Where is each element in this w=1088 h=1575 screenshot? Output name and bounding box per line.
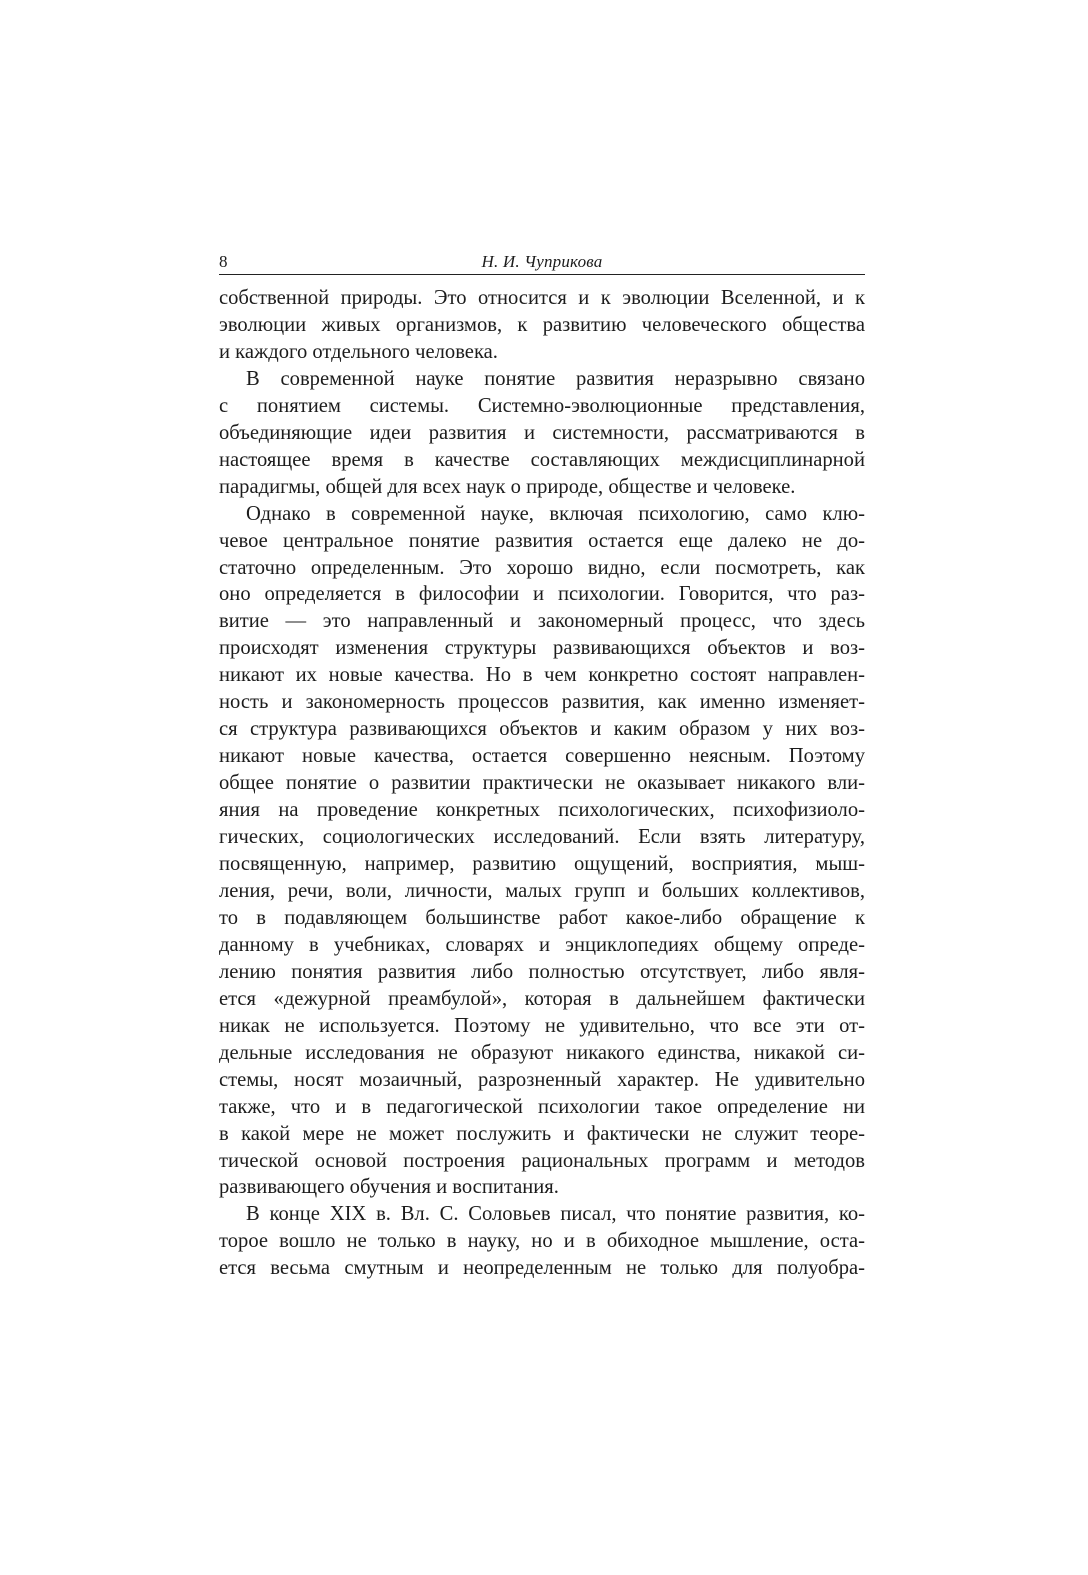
- text-line: объединяющие идеи развития и системности, рассматриваются в: [219, 421, 865, 444]
- text-line: оно определяется в философии и психологии. Говорится, что раз-: [219, 583, 865, 606]
- paragraph: [219, 501, 865, 1202]
- paragraph: [219, 366, 865, 501]
- text-line: В конце XIX в. Вл. С. Соловьев писал, что понятие развития, ко-: [246, 1203, 865, 1226]
- text-line: собственной природы. Это относится и к эволюции Вселенной, и к: [219, 287, 865, 309]
- text-line: никак не используется. Поэтому не удивительно, что все эти от-: [219, 1014, 865, 1037]
- text-line: то в подавляющем большинстве работ какое-либо обращение к: [219, 906, 865, 929]
- text-line: никают их новые качества. Но в чем конкретно состоят направлен-: [219, 664, 865, 687]
- text-line: общее понятие о развитии практически не оказывает никакого вли-: [219, 772, 865, 795]
- running-header: [219, 250, 865, 275]
- text-line: лению понятия развития либо полностью отсутствует, либо явля-: [219, 960, 865, 983]
- text-line: статочно определенным. Это хорошо видно, если посмотреть, как: [219, 556, 865, 579]
- book-page: [219, 250, 865, 1282]
- text-line: также, что и в педагогической психологии такое определение ни: [219, 1095, 865, 1118]
- text-line: стемы, носят мозаичный, разрозненный характер. Не удивительно: [219, 1068, 865, 1091]
- body-text: [219, 285, 865, 1282]
- text-line: происходят изменения структуры развивающихся объектов и воз-: [219, 637, 865, 660]
- running-title-author: Н. И. Чуприкова: [481, 252, 603, 271]
- text-line: и каждого отдельного человека.: [219, 340, 498, 363]
- paragraph: [219, 1201, 865, 1282]
- text-line: гических, социологических исследований. Если взять литературу,: [219, 826, 865, 849]
- page-number: 8: [219, 252, 228, 271]
- text-line: с понятием системы. Системно-эволюционные представления,: [219, 394, 865, 417]
- text-line: яния на проведение конкретных психологических, психофизиоло-: [219, 799, 865, 822]
- text-line: эволюции живых организмов, к развитию человеческого общества: [219, 313, 865, 336]
- text-line: В современной науке понятие развития неразрывно связано: [246, 367, 865, 390]
- text-line: развивающего обучения и воспитания.: [219, 1176, 559, 1199]
- text-line: ется «дежурной преамбулой», которая в дальнейшем фактически: [219, 987, 865, 1010]
- text-line: ность и закономерность процессов развития, как именно изменяет-: [219, 691, 865, 714]
- text-line: настоящее время в качестве составляющих междисциплинарной: [219, 448, 865, 471]
- text-line: посвященную, например, развитию ощущений, восприятия, мыш-: [219, 853, 865, 876]
- text-line: чевое центральное понятие развития остается еще далеко не до-: [219, 529, 865, 552]
- text-line: Однако в современной науке, включая психологию, само клю-: [246, 502, 865, 525]
- text-line: тической основой построения рациональных программ и методов: [219, 1149, 865, 1172]
- text-line: парадигмы, общей для всех наук о природе, обществе и человеке.: [219, 475, 796, 498]
- text-line: ся структура развивающихся объектов и каким образом у них воз-: [219, 718, 865, 741]
- paragraph: [219, 285, 865, 366]
- text-line: ления, речи, воли, личности, малых групп и больших коллективов,: [219, 879, 865, 902]
- text-line: дельные исследования не образуют никакого единства, никакой си-: [219, 1041, 865, 1064]
- text-line: витие — это направленный и закономерный процесс, что здесь: [219, 610, 865, 633]
- text-line: данному в учебниках, словарях и энциклопедиях общему опреде-: [219, 933, 865, 956]
- text-line: ется весьма смутным и неопределенным не только для полуобра-: [219, 1257, 865, 1280]
- text-line: никают новые качества, остается совершенно неясным. Поэтому: [219, 745, 865, 768]
- text-line: торое вошло не только в науку, но и в обиходное мышление, оста-: [219, 1230, 865, 1253]
- text-line: в какой мере не может послужить и фактически не служит теоре-: [219, 1122, 865, 1145]
